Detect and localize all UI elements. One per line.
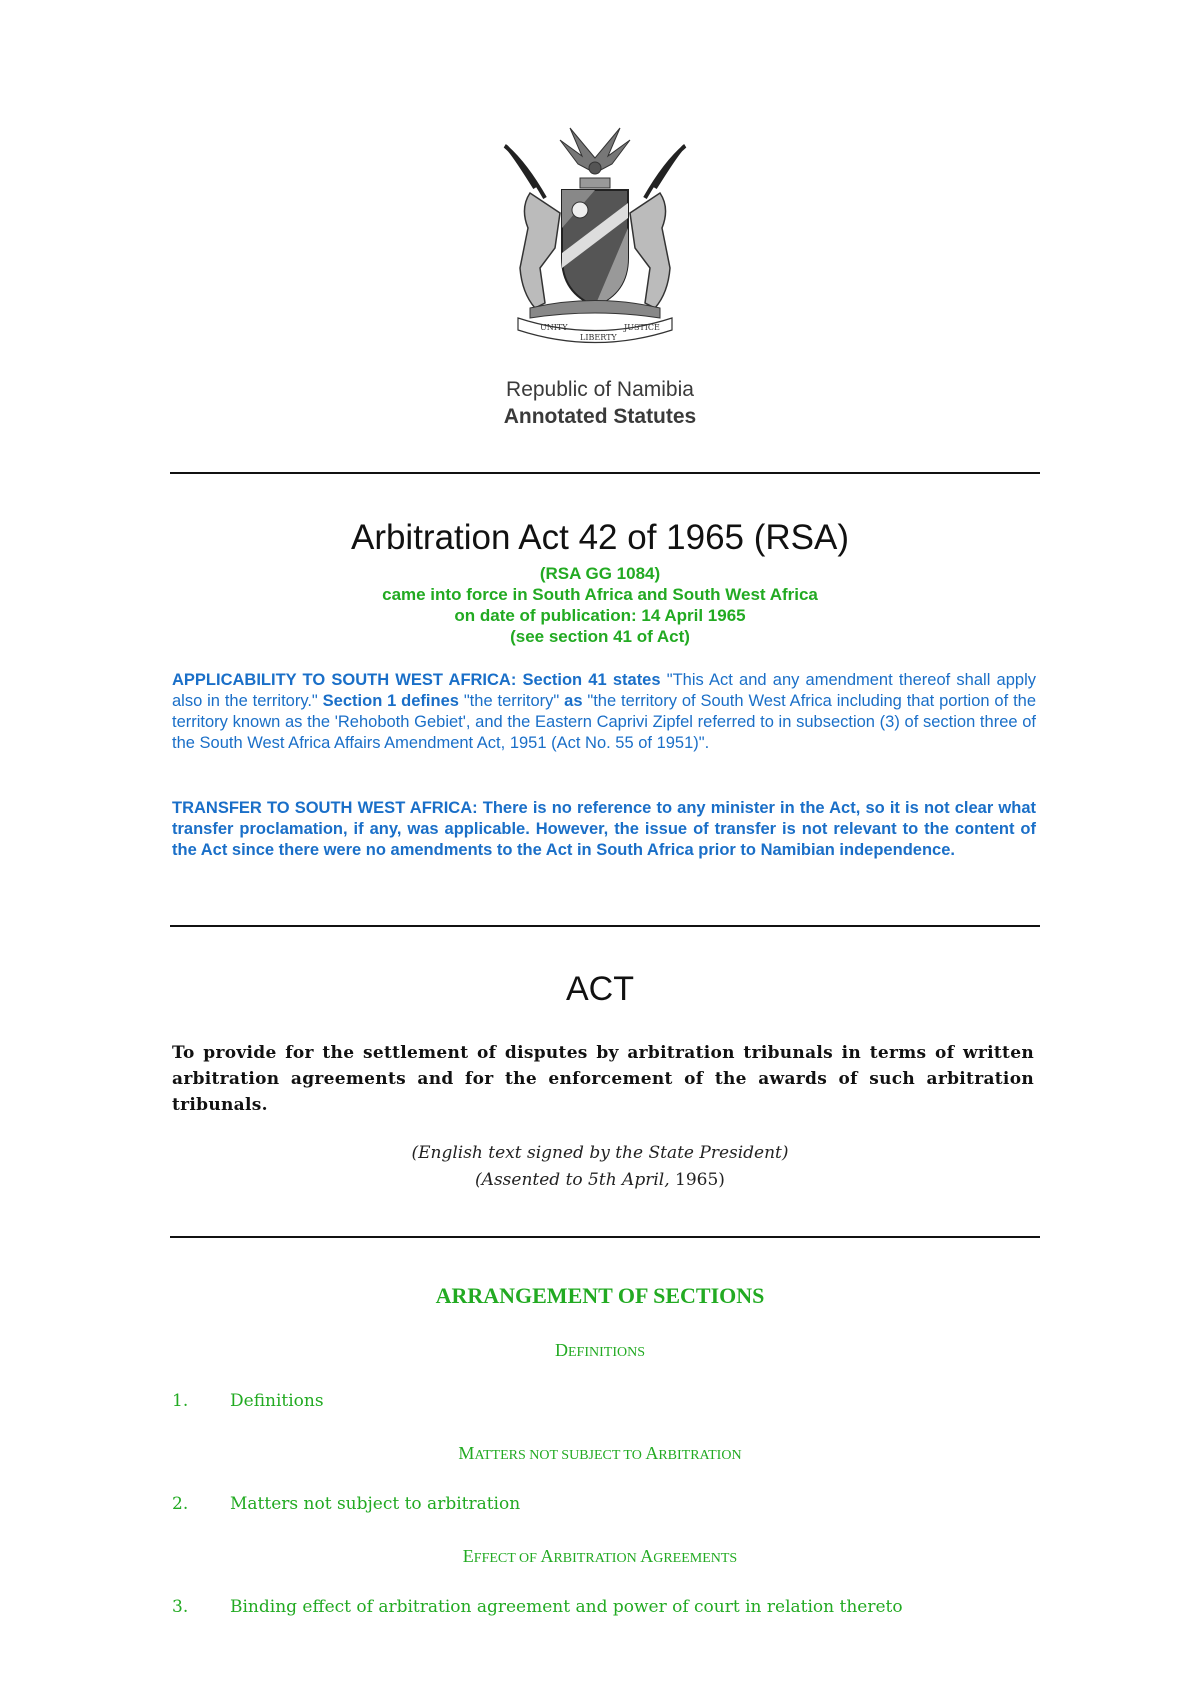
assent-date-italic: (Assented to 5th April,: [475, 1170, 670, 1190]
assent-date: [0, 1170, 1200, 1190]
toc-item-label: Definitions: [230, 1391, 324, 1411]
publication-force: came into force in South Africa and South West Africa: [382, 585, 818, 604]
divider-top: [170, 472, 1040, 474]
sc-rest2: RBITRATION: [658, 1448, 742, 1463]
arrangement-heading: ARRANGEMENT OF SECTIONS: [435, 1283, 765, 1308]
toc-item-number: 2.: [172, 1494, 189, 1514]
sc-first2: A: [645, 1443, 659, 1463]
section-group-heading-matters: [0, 1443, 1200, 1464]
motto-justice: JUSTICE: [624, 323, 660, 332]
toc-item[interactable]: [172, 1391, 1052, 1411]
coat-of-arms-emblem: [500, 118, 690, 348]
applicability-quote2: "the territory": [458, 692, 565, 710]
header-republic: Republic of Namibia: [506, 378, 694, 401]
toc-item-label: Matters not subject to arbitration: [230, 1494, 521, 1514]
applicability-quote3: "the territory of South West Africa including that portion of the territory known as the 'Rehoboth Gebiet', and the Eastern Caprivi Zipfel referred to in subsection (3) of section three of the South West Africa Affairs Amendment Act, 1951 (Act No. 55 of 1951)".: [172, 692, 1037, 752]
assent-date-year: 1965): [669, 1170, 725, 1190]
header-annotated-statutes: Annotated Statutes: [503, 405, 697, 428]
toc-item-number: 1.: [172, 1391, 189, 1411]
section-group-heading-effect: [0, 1546, 1200, 1567]
applicability-label2: Section 1 defines: [322, 692, 459, 710]
sc-first: M: [458, 1443, 475, 1463]
applicability-note: [172, 670, 1036, 754]
applicability-label: APPLICABILITY TO SOUTH WEST AFRICA: Section 41 states: [172, 671, 661, 689]
section-group-heading-definitions: [0, 1340, 1200, 1361]
motto-liberty: LIBERTY: [580, 333, 617, 342]
transfer-note: TRANSFER TO SOUTH WEST AFRICA: There is no reference to any minister in the Act, so it is not clear what transfer proclamation, if any, was applicable. However, the issue of transfer is not relevant to the content of the Act since there were no amendments to the Act in South Africa prior to Namibian independence.: [172, 799, 1036, 859]
toc-item-number: 3.: [172, 1597, 189, 1617]
publication-gazette: (RSA GG 1084): [539, 564, 661, 583]
sc-rest: ATTERS NOT SUBJECT TO: [474, 1448, 646, 1463]
act-heading: ACT: [566, 970, 634, 1008]
divider-bottom: [170, 1236, 1040, 1238]
sc-first2: A: [540, 1546, 554, 1566]
toc-item[interactable]: [172, 1597, 1052, 1617]
assent-signed: (English text signed by the State President): [411, 1143, 789, 1163]
toc-item-label: Binding effect of arbitration agreement and power of court in relation thereto: [230, 1597, 903, 1617]
applicability-quote1: "This Act and any amendment thereof shall apply also in the territory.": [172, 671, 1036, 710]
sc-first: E: [462, 1546, 474, 1566]
sc-rest3: GREEMENTS: [653, 1551, 738, 1566]
long-title: To provide for the settlement of disputes by arbitration tribunals in terms of written arbitration agreements and for the enforcement of the awards of such arbitration tribunals.: [172, 1043, 1034, 1115]
motto-unity: UNITY: [540, 323, 568, 332]
applicability-label3: as: [564, 692, 583, 710]
sc-rest2: RBITRATION: [553, 1551, 641, 1566]
publication-date: on date of publication: 14 April 1965: [454, 606, 746, 625]
toc-item[interactable]: [172, 1494, 1052, 1514]
sc-first3: A: [640, 1546, 654, 1566]
sc-first: D: [555, 1340, 568, 1360]
page-title: Arbitration Act 42 of 1965 (RSA): [350, 518, 850, 557]
sc-rest: EFINITIONS: [568, 1345, 645, 1360]
divider-middle: [170, 925, 1040, 927]
sc-rest: FFECT OF: [473, 1551, 541, 1566]
publication-section-ref: (see section 41 of Act): [510, 627, 690, 646]
